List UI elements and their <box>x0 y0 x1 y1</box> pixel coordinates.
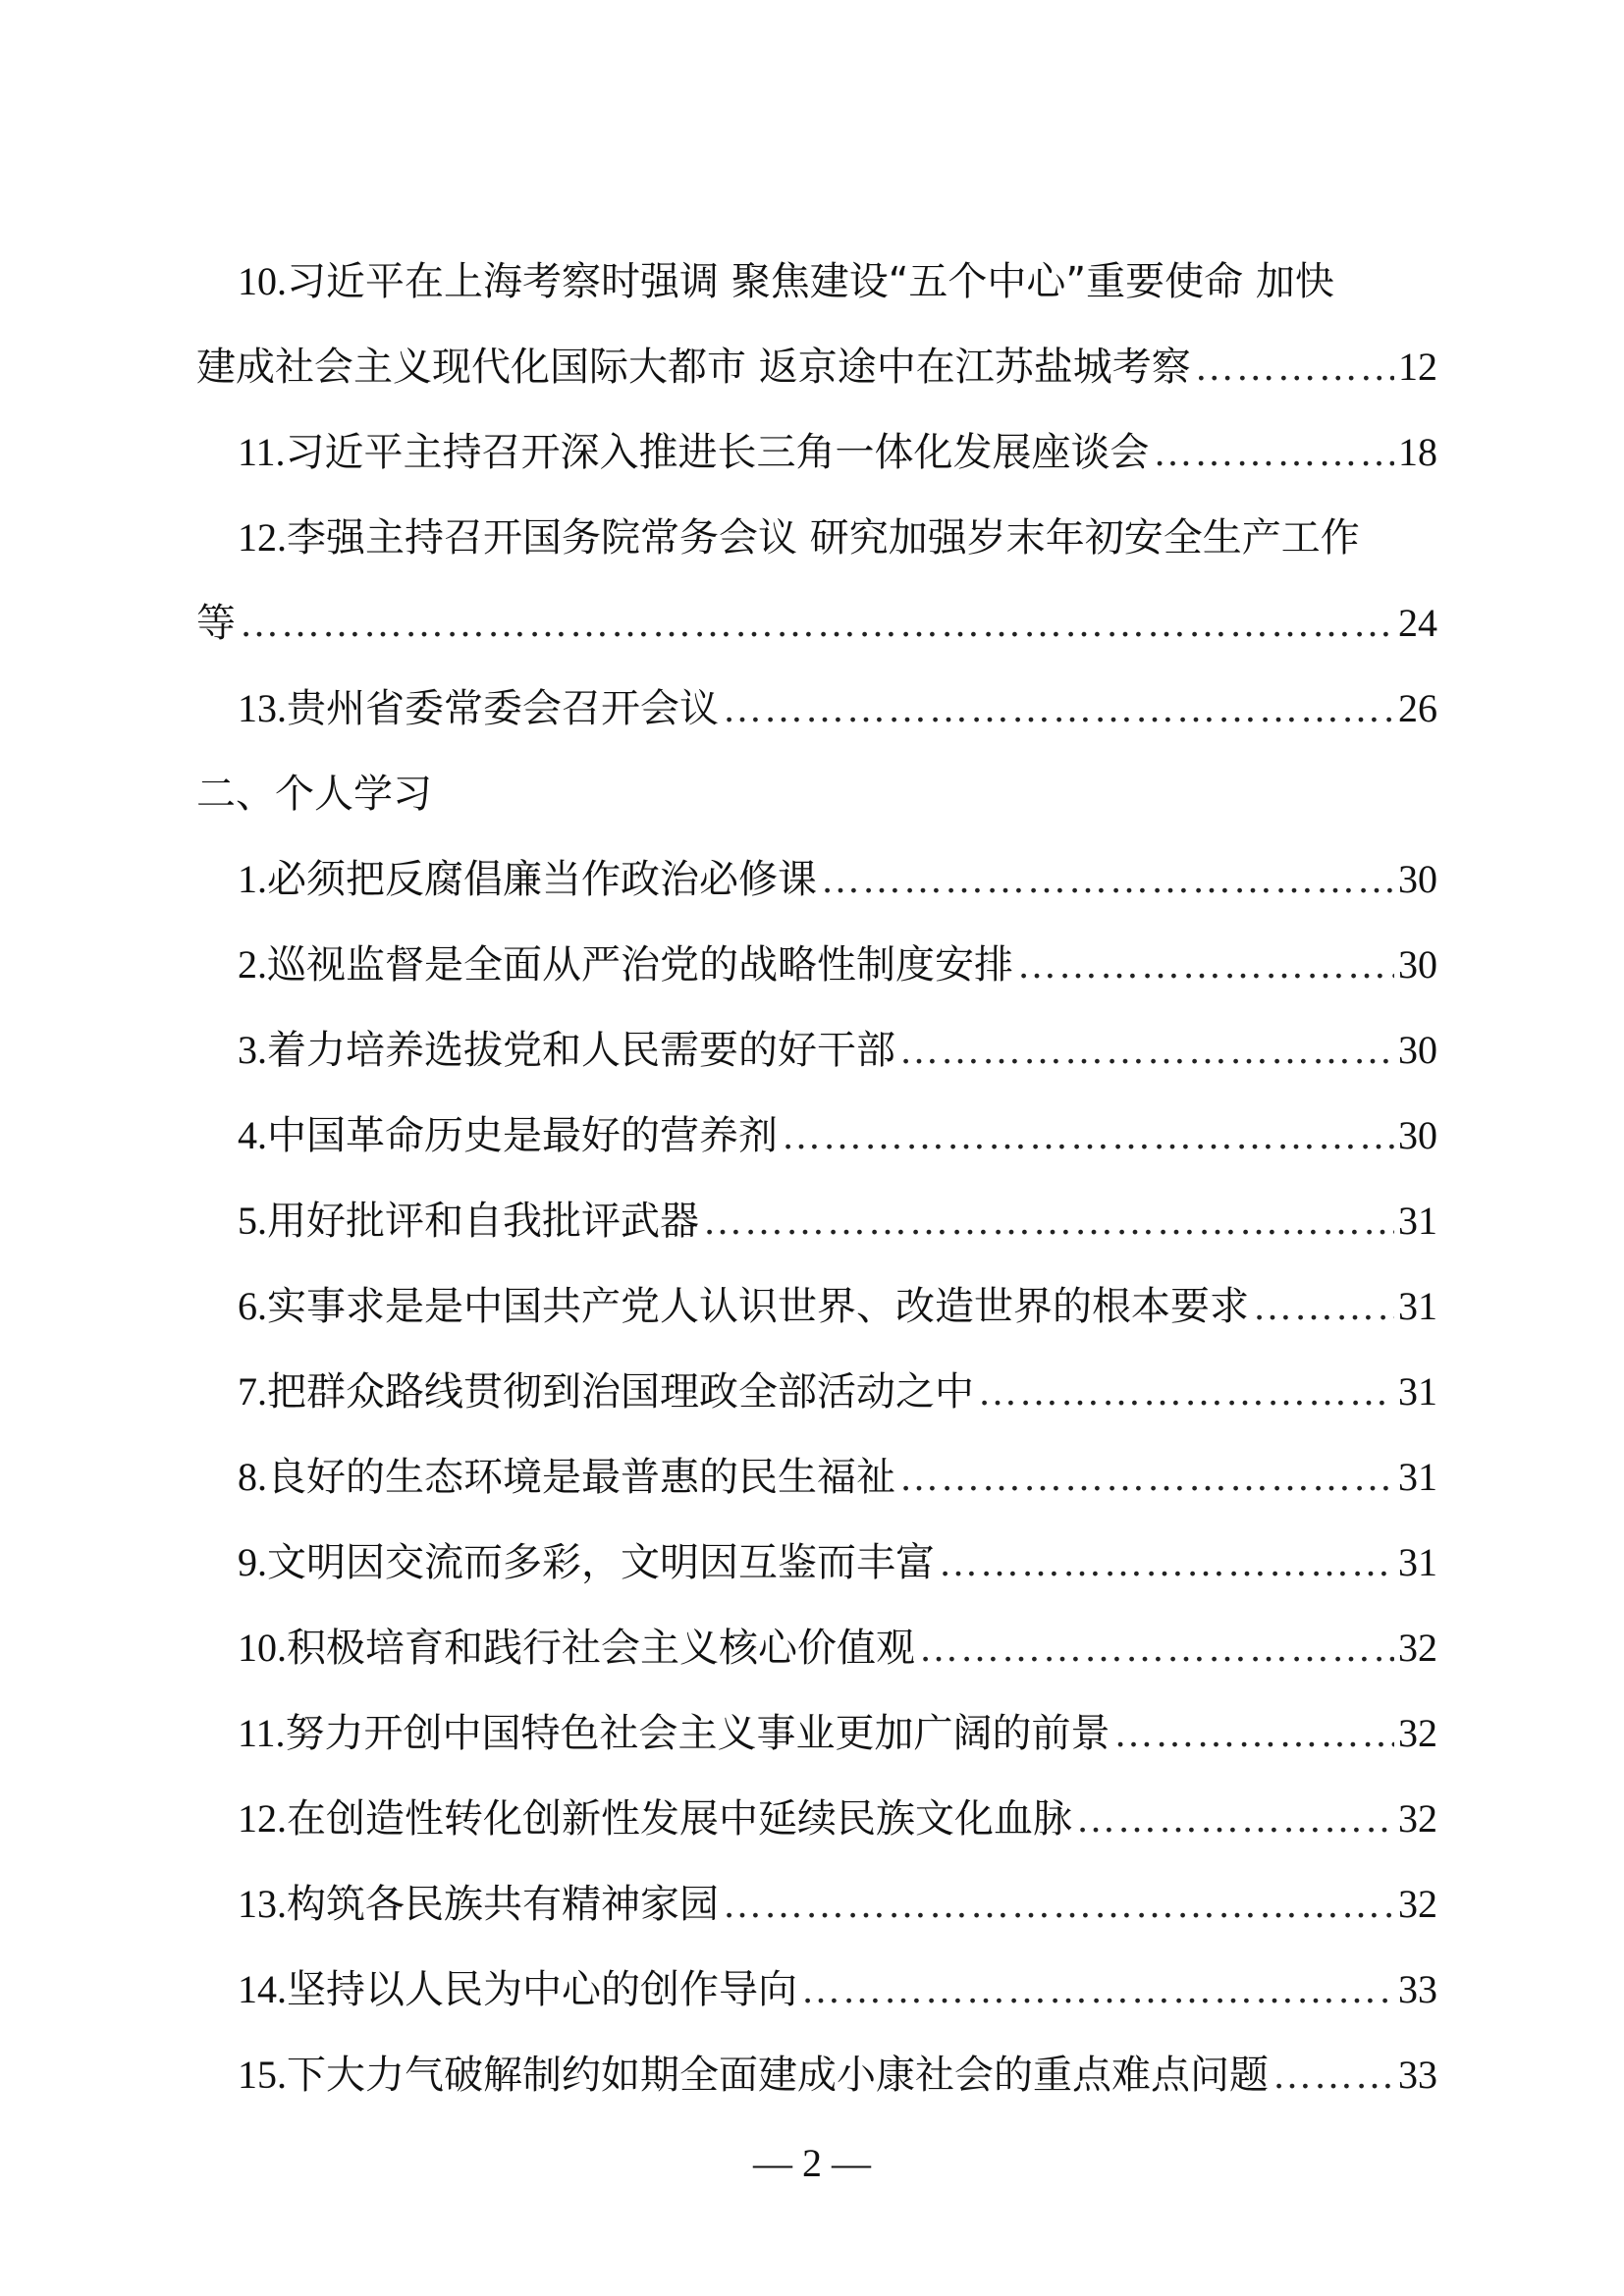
entry-page-number: 24 <box>1398 601 1437 645</box>
entry-title: 积极培育和践行社会主义核心价值观 <box>287 1626 915 1671</box>
toc-entry[interactable] <box>196 399 1437 484</box>
toc-entry[interactable] <box>196 1936 1437 2021</box>
entry-page-number: 32 <box>1398 1626 1437 1670</box>
entry-title: 努力开创中国特色社会主义事业更加广阔的前景 <box>285 1711 1110 1756</box>
leader-dots <box>1154 429 1394 476</box>
toc-entry[interactable] <box>196 655 1437 740</box>
toc-entry[interactable] <box>196 1253 1437 1338</box>
leader-dots <box>821 856 1394 903</box>
entry-number: 8. <box>238 1455 267 1499</box>
entry-page-number: 32 <box>1398 1711 1437 1755</box>
entry-number: 11. <box>238 430 286 474</box>
entry-page-number: 31 <box>1398 1199 1437 1243</box>
toc-entry[interactable] <box>196 1167 1437 1253</box>
entry-number: 12. <box>238 1796 287 1841</box>
leader-dots <box>723 1881 1394 1928</box>
entry-page-number: 32 <box>1398 1796 1437 1841</box>
leader-dots <box>1017 941 1394 988</box>
entry-number: 7. <box>238 1369 267 1414</box>
toc-entry[interactable] <box>196 2021 1437 2107</box>
leader-dots <box>1195 344 1394 391</box>
entry-title: 下大力气破解制约如期全面建成小康社会的重点难点问题 <box>287 2053 1269 2098</box>
leader-dots <box>703 1198 1394 1245</box>
section-heading <box>196 740 1437 826</box>
leader-dots <box>899 1454 1394 1501</box>
entry-number: 2. <box>238 942 267 987</box>
toc-entry[interactable] <box>196 1594 1437 1680</box>
entry-number: 13. <box>238 686 287 730</box>
entry-page-number: 33 <box>1398 1967 1437 2011</box>
entry-page-number: 30 <box>1398 942 1437 987</box>
toc-entry[interactable] <box>196 996 1437 1082</box>
leader-dots <box>939 1539 1394 1586</box>
entry-number: 10. <box>238 259 287 303</box>
entry-number: 13. <box>238 1882 287 1926</box>
entry-number: 4. <box>238 1113 267 1157</box>
entry-number: 10. <box>238 1626 287 1670</box>
entry-title: 等 <box>196 601 236 646</box>
entry-page-number: 18 <box>1398 430 1437 474</box>
entry-number: 11. <box>238 1711 286 1755</box>
entry-title: 在创造性转化创新性发展中延续民族文化血脉 <box>287 1796 1072 1842</box>
entry-title: 习近平主持召开深入推进长三角一体化发展座谈会 <box>285 430 1150 475</box>
entry-number: 5. <box>238 1199 267 1243</box>
entry-title: 坚持以人民为中心的创作导向 <box>287 1967 797 2012</box>
entry-number: 3. <box>238 1028 267 1072</box>
entry-number: 12. <box>238 515 287 560</box>
leader-dots <box>1114 1710 1394 1757</box>
entry-title: 李强主持召开国务院常务会议 研究加强岁末年初安全生产工作 <box>287 515 1360 561</box>
leader-dots <box>919 1625 1394 1672</box>
entry-number: 9. <box>238 1540 267 1584</box>
toc-entry[interactable] <box>196 826 1437 911</box>
entry-page-number: 32 <box>1398 1882 1437 1926</box>
entry-title: 良好的生态环境是最普惠的民生福祉 <box>267 1455 895 1500</box>
toc-entry[interactable] <box>196 1509 1437 1594</box>
toc-entry[interactable] <box>196 484 1437 569</box>
entry-title: 实事求是是中国共产党人认识世界、改造世界的根本要求 <box>267 1284 1249 1329</box>
table-of-contents <box>196 228 1437 2107</box>
entry-page-number: 30 <box>1398 857 1437 901</box>
entry-title: 巡视监督是全面从严治党的战略性制度安排 <box>267 942 1013 988</box>
entry-title: 贵州省委常委会召开会议 <box>287 686 719 731</box>
leader-dots <box>801 1966 1394 2013</box>
entry-title: 习近平在上海考察时强调 聚焦建设“五个中心”重要使命 加快 <box>287 259 1334 304</box>
entry-title: 建成社会主义现代化国际大都市 返京途中在江苏盐城考察 <box>196 345 1191 390</box>
entry-page-number: 31 <box>1398 1369 1437 1414</box>
entry-page-number: 30 <box>1398 1113 1437 1157</box>
entry-number: 6. <box>238 1284 267 1328</box>
toc-entry[interactable] <box>196 569 1437 655</box>
leader-dots <box>240 600 1394 647</box>
entry-title: 必须把反腐倡廉当作政治必修课 <box>267 857 817 902</box>
entry-page-number: 31 <box>1398 1455 1437 1499</box>
entry-page-number: 33 <box>1398 2053 1437 2097</box>
toc-entry[interactable] <box>196 911 1437 996</box>
entry-title: 着力培养选拔党和人民需要的好干部 <box>267 1028 895 1073</box>
entry-title: 用好批评和自我批评武器 <box>267 1199 699 1244</box>
entry-number: 1. <box>238 857 267 901</box>
entry-title: 把群众路线贯彻到治国理政全部活动之中 <box>267 1369 974 1415</box>
entry-number: 15. <box>238 2053 287 2097</box>
leader-dots <box>978 1368 1394 1415</box>
leader-dots <box>899 1027 1394 1074</box>
leader-dots <box>1076 1795 1394 1842</box>
toc-entry[interactable] <box>196 228 1437 313</box>
leader-dots <box>723 685 1394 732</box>
entry-page-number: 12 <box>1398 345 1437 389</box>
toc-entry[interactable] <box>196 1765 1437 1850</box>
page-footer-number: — 2 — <box>753 2141 871 2185</box>
entry-page-number: 30 <box>1398 1028 1437 1072</box>
toc-entry[interactable] <box>196 1850 1437 1936</box>
toc-entry[interactable] <box>196 1338 1437 1423</box>
entry-page-number: 26 <box>1398 686 1437 730</box>
entry-page-number: 31 <box>1398 1284 1437 1328</box>
entry-title: 构筑各民族共有精神家园 <box>287 1882 719 1927</box>
toc-entry[interactable] <box>196 1680 1437 1765</box>
leader-dots <box>1253 1283 1394 1330</box>
leader-dots <box>782 1112 1394 1159</box>
toc-entry[interactable] <box>196 313 1437 399</box>
entry-number: 14. <box>238 1967 287 2011</box>
toc-entry[interactable] <box>196 1082 1437 1167</box>
entry-page-number: 31 <box>1398 1540 1437 1584</box>
entry-title: 中国革命历史是最好的营养剂 <box>267 1113 778 1158</box>
leader-dots <box>1272 2052 1394 2099</box>
section-heading-text: 二、个人学习 <box>196 772 432 817</box>
toc-entry[interactable] <box>196 1423 1437 1509</box>
entry-title: 文明因交流而多彩，文明因互鉴而丰富 <box>267 1540 935 1585</box>
